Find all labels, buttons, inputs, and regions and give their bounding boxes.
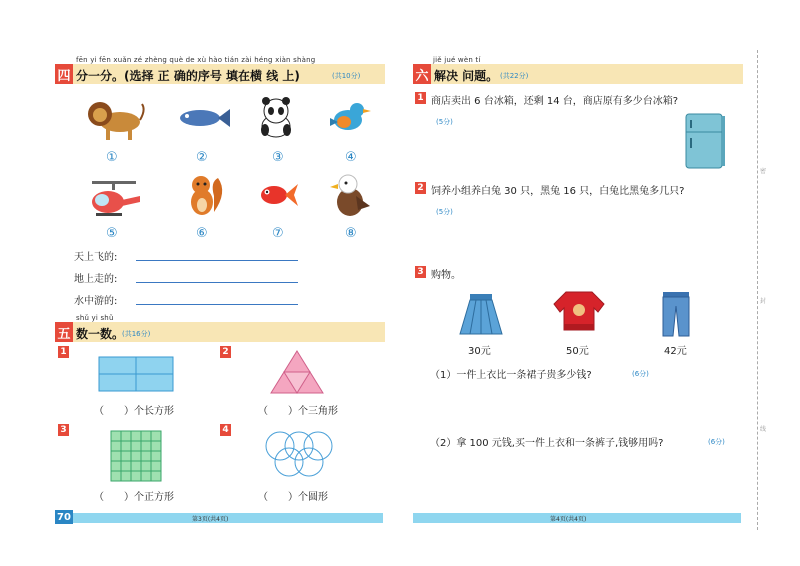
- count-item-3-text: （ ）个正方形: [94, 492, 174, 503]
- water-answer-line[interactable]: [136, 304, 298, 305]
- q3-sub1-points: (6分): [632, 370, 649, 378]
- section4-number: 四: [55, 64, 73, 84]
- helicopter-icon: [86, 178, 142, 218]
- q2-text: 饲养小组养白兔 30 只，黑兔 16 只，白兔比黑兔多几只?: [431, 186, 685, 197]
- ground-answer-line[interactable]: [136, 282, 298, 283]
- count-item-1-number: 1: [58, 346, 69, 358]
- section6-number: 六: [413, 64, 431, 84]
- q1-points: (5分): [436, 118, 453, 126]
- q2-points: (5分): [436, 208, 453, 216]
- margin-mark-2: 封: [760, 298, 767, 305]
- margin-mark-3: 线: [760, 426, 767, 433]
- label-2: ②: [196, 150, 208, 165]
- skirt-price: 30元: [468, 346, 491, 357]
- sky-label: 天上飞的:: [74, 252, 118, 263]
- sweater-price: 50元: [566, 346, 589, 357]
- q3-number: 3: [415, 266, 426, 278]
- q1-text: 商店卖出 6 台冰箱，还剩 14 台，商店原有多少台冰箱?: [431, 96, 679, 107]
- section6-points: (共22分): [500, 72, 529, 80]
- left-footer-text: 第3页(共4页): [192, 516, 229, 523]
- section6-pinyin: jiě jué wèn tí: [433, 56, 481, 64]
- section5-points: (共16分): [122, 330, 151, 338]
- section5-number: 五: [55, 322, 73, 342]
- label-5: ⑤: [106, 226, 118, 241]
- triangles-figure: [270, 350, 324, 394]
- label-4: ④: [345, 150, 357, 165]
- section5-title: 数一数。: [76, 327, 125, 341]
- page-number: 70: [55, 510, 73, 524]
- right-footer-text: 第4页(共4页): [550, 516, 587, 523]
- binding-dashed-line: [757, 50, 758, 530]
- q3-text: 购物。: [431, 270, 461, 281]
- sky-answer-line[interactable]: [136, 260, 298, 261]
- section4-title: 分一分。(选择 正 确的序号 填在横 线 上): [76, 69, 300, 83]
- water-label: 水中游的:: [74, 296, 118, 307]
- skirt-icon: [458, 292, 504, 336]
- label-7: ⑦: [272, 226, 284, 241]
- squirrel-icon: [184, 172, 228, 218]
- sweater-icon: [552, 290, 606, 332]
- q3-sub2-points: (6分): [708, 438, 725, 446]
- pants-price: 42元: [664, 346, 687, 357]
- section4-pinyin: fēn yi fēn xuǎn zé zhèng què de xù hào tián zài héng xiàn shàng: [76, 56, 316, 64]
- label-1: ①: [106, 150, 118, 165]
- q1-number: 1: [415, 92, 426, 104]
- pants-icon: [660, 290, 692, 338]
- lion-icon: [84, 96, 146, 142]
- count-item-3-number: 3: [58, 424, 69, 436]
- count-item-2-number: 2: [220, 346, 231, 358]
- count-item-1-text: （ ）个长方形: [94, 406, 174, 417]
- circles-figure: [264, 430, 334, 480]
- goldfish-icon: [256, 178, 300, 212]
- section4-points: (共10分): [332, 72, 361, 80]
- squares-figure: [110, 430, 162, 482]
- eagle-icon: [326, 172, 372, 218]
- ground-label: 地上走的:: [74, 274, 118, 285]
- fish-icon: [174, 104, 232, 132]
- rectangles-figure: [98, 356, 174, 392]
- bird-icon: [324, 98, 374, 138]
- fridge-icon: [684, 112, 726, 172]
- q3-sub2-text: （2）拿 100 元钱,买一件上衣和一条裤子,钱够用吗?: [430, 438, 664, 449]
- q2-number: 2: [415, 182, 426, 194]
- section5-pinyin: shǔ yi shǔ: [76, 314, 114, 322]
- count-item-4-text: （ ）个圆形: [258, 492, 328, 503]
- count-item-2-text: （ ）个三角形: [258, 406, 338, 417]
- section6-title: 解决 问题。: [434, 69, 499, 83]
- count-item-4-number: 4: [220, 424, 231, 436]
- margin-mark-1: 密: [760, 168, 767, 175]
- panda-icon: [257, 96, 295, 138]
- label-8: ⑧: [345, 226, 357, 241]
- label-3: ③: [272, 150, 284, 165]
- q3-sub1-text: （1）一件上衣比一条裙子贵多少钱?: [430, 370, 592, 381]
- label-6: ⑥: [196, 226, 208, 241]
